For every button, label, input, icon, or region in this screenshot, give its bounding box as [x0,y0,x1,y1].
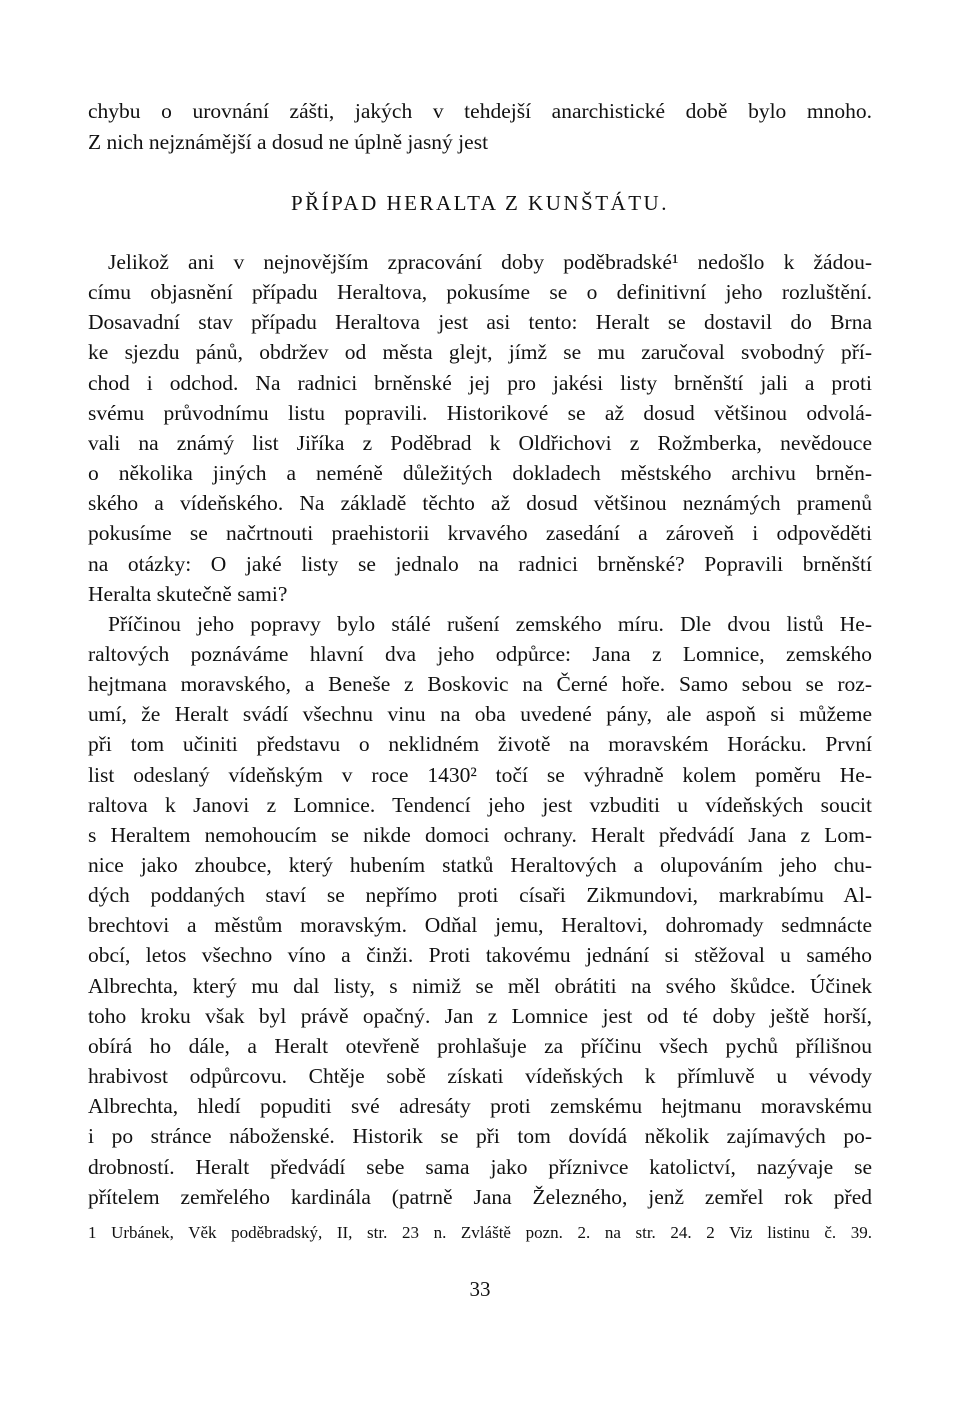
text-line: hrabivost odpůrcovu. Chtěje sobě získati vídeňských k přímluvě u vévody [88,1064,872,1088]
text-line: hejtmana moravského, a Beneše z Boskovic na Černé hoře. Samo sebou se roz- [88,672,872,696]
text-line: přítelem zemřelého kardinála (patrně Jana Železného, jenž zemřel rok před [88,1185,872,1209]
text-line: svému průvodnímu listu popravili. Historikové se až dosud většinou odvolá- [88,401,872,425]
text-line: s Heraltem nemohoucím se nikde domoci ochrany. Heralt předvádí Jana z Lom- [88,823,872,847]
text-line: obcí, letos všechno víno a činži. Proti takovému jednání si stěžoval u samého [88,943,872,967]
text-line: ského a vídeňského. Na základě těchto až dosud většinou neznámých pramenů [88,491,872,515]
text-line: při tom učiniti představu o neklidném životě na moravském Horácku. První [88,732,872,756]
text-line: drobností. Heralt předvádí sebe sama jako příznivce katolictví, nazývaje se [88,1155,872,1179]
text-line: brechtovi a městům moravským. Odňal jemu, Heraltovi, dohromady sedmnácte [88,913,872,937]
text-line: nice jako zhoubce, který hubením statků Heraltových a olupováním jeho chu- [88,853,872,877]
page-number: 33 [469,1277,491,1301]
text-line: chod i odchod. Na radnici brněnské jej pro jakési listy brněnští jali a proti [88,371,872,395]
text-line: pokusíme se načrtnouti praehistorii krvavého zasedání a zároveň i odpověděti [88,521,872,545]
text-line: dých poddaných staví se nepřímo proti císaři Zikmundovi, markrabímu Al- [88,883,872,907]
text-line: o několika jiných a neméně důležitých dokladech městského archivu brněn- [88,461,872,485]
text-line: raltových poznáváme hlavní dva jeho odpůrce: Jana z Lomnice, zemského [88,642,872,666]
text-line: na otázky: O jaké listy se jednalo na radnici brněnské? Popravili brněnští [88,552,872,576]
text-line: Dosavadní stav případu Heraltova jest asi tento: Heralt se dostavil do Brna [88,310,872,334]
text-line: Albrechta, hledí popuditi své adresáty proti zemskému hejtmanu moravskému [88,1094,872,1118]
text-line: i po stránce náboženské. Historik se při tom dovídá několik zajímavých po- [88,1124,872,1148]
text-line: chybu o urovnání zášti, jakých v tehdejší anarchistické době bylo mnoho. [88,99,872,123]
text-line: ke sjezdu pánů, obdržev od města glejt, jímž se mu zaručoval svobodný pří- [88,340,872,364]
text-line: toho kroku však byl právě opačný. Jan z Lomnice jest od té doby ještě horší, [88,1004,872,1028]
text-line: raltova k Janovi z Lomnice. Tendencí jeho jest vzbuditi u vídeňských soucit [88,793,872,817]
footnotes: 1 Urbánek, Věk poděbradský, II, str. 23 n. Zvláště pozn. 2. na str. 24. 2 Viz listinu č. 39. [88,1223,872,1242]
text-line: Heralta skutečně sami? [88,582,288,606]
text-line: list odeslaný vídeňským v roce 1430² točí se výhradně kolem poměru He- [88,763,872,787]
text-line: vali na známý list Jiříka z Poděbrad k Oldřichovi z Rožmberka, nevědouce [88,431,872,455]
text-line: obírá ho dále, a Heralt otevřeně prohlašuje za příčinu všech pychů přílišnou [88,1034,872,1058]
text-line: Příčinou jeho popravy bylo stálé rušení zemského míru. Dle dvou listů He- [108,612,872,636]
text-line: Z nich nejznámější a dosud ne úplně jasný jest [88,130,489,154]
text-line: címu objasnění případu Heraltova, pokusíme se o definitivní jeho rozluštění. [88,280,872,304]
text-line: umí, že Heralt svádí všechnu vinu na oba uvedené pány, ale aspoň si můžeme [88,702,872,726]
text-line: Jelikož ani v nejnovějším zpracování doby poděbradské¹ nedošlo k žádou- [108,250,872,274]
section-heading: PŘÍPAD HERALTA Z KUNŠTÁTU. [291,191,669,215]
text-line: Albrechta, který mu dal listy, s nimiž se měl obrátiti na svého škůdce. Účinek [88,974,872,998]
